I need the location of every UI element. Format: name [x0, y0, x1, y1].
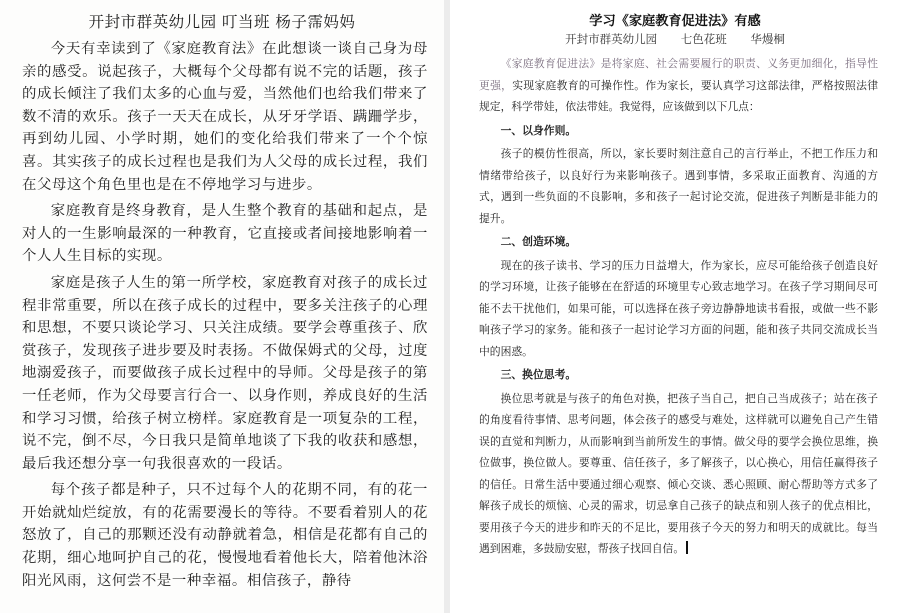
right-intro-paragraph	[479, 53, 878, 118]
right-article-byline	[450, 31, 900, 47]
left-paragraph-3: 家庭是孩子人生的第一所学校，家庭教育对孩子的成长过程非常重要，所以在孩子成长的过程中，要多关注孩子的心理和思想，不要只谈论学习、只关注成绩。要学会尊重孩子、欣赏孩子，发现孩子进步要及时表扬。不做保姆式的父母，过度地溺爱孩子，而要做孩子成长过程中的导师。父母是孩子的第一任老师，作为父母要言行合一、以身作则，养成良好的生活和学习习惯，给孩子树立榜样。家庭教育是一项复杂的工程，说不完，倒不尽，今日我只是简单地谈了下我的收获和感想，最后我还想分享一句我很喜欢的一段话。	[22, 274, 428, 472]
left-paragraph-4: 每个孩子都是种子，只不过每个人的花期不同，有的花一开始就灿烂绽放，有的花需要漫长的等待。不要看着别人的花怒放了，自己的那颗还没有动静就着急，相信是花都有自己的花期，细心地呵护自己的花，慢慢地看着他长大，陪着他沐浴阳光风雨，这何尝不是一种幸福。相信孩子，静待	[22, 482, 428, 589]
byline-school: 开封市群英幼儿园	[565, 32, 658, 46]
intro-rest-text: 实现家庭教育的可操作性。作为家长，要认真学习这部法律，严格按照法律规定，科学带娃，依法带娃。我觉得，应该做到以下几点：	[479, 78, 879, 113]
left-paragraph-1: 今天有幸读到了《家庭教育法》在此想谈一谈自己身为母亲的感受。说起孩子，大概每个父母都有说不完的话题，孩子的成长倾注了我们太多的心血与爱，当然他们也给我们带来了数不清的欢乐。孩子一天天在成长，从牙牙学语、蹒跚学步，再到幼儿园、小学时期，她们的变化给我们带来了一个个惊喜。其实孩子的成长过程也是我们为人父母的成长过程，我们在父母这个角色里也是在不停地学习与进步。	[22, 41, 428, 193]
section-3-body-text: 换位思考就是与孩子的角色对换，把孩子当自己，把自己当成孩子；站在孩子的角度看待事情、思考问题，体会孩子的感受与难处，这样就可以避免自己产生错误的直觉和判断力，从而影响到当前所发生的事情。做父母的要学会换位思维，换位做事，换位做人。要尊重、信任孩子，多了解孩子，以心换心，用信任赢得孩子的信任。日常生活中要通过细心观察、倾心交谈、悉心照顾、耐心帮助等方式多了解孩子成长的烦恼、心灵的需求，切忌拿自己孩子的缺点和别人孩子的优点相比，要用孩子今天的进步和昨天的不足比，要用孩子今天的努力和明天的成就比。每当遇到困难，多鼓励安慰，帮孩子找回自信。	[479, 391, 878, 555]
right-article-title: 学习《家庭教育促进法》有感	[589, 14, 761, 29]
left-article	[0, 0, 444, 613]
byline-author: 华熳桐	[750, 32, 785, 46]
section-3-heading: 三、换位思考。	[500, 368, 577, 381]
text-cursor	[686, 541, 688, 554]
left-article-title: 开封市群英幼儿园 叮当班 杨子霈妈妈	[88, 13, 356, 31]
byline-class: 七色花班	[680, 32, 727, 46]
section-2-body: 现在的孩子读书、学习的压力日益增大，作为家长，应尽可能给孩子创造良好的学习环境，让孩子能够在在舒适的环境里专心致志地学习。在孩子学习期间尽可能不去干扰他们，如果可能，可以选择在孩子旁边静静地读书看报，或做一些不影响孩子学习的家务。能和孩子一起讨论学习方面的问题，能和孩子共同交流成长当中的困惑。	[479, 258, 878, 358]
section-1-heading: 一、以身作则。	[500, 123, 577, 137]
right-article	[450, 0, 900, 613]
left-paragraph-2: 家庭教育是终身教育，是人生整个教育的基础和起点，是对人的一生影响最深的一种教育，它直接或者间接地影响着一个人人生目标的实现。	[22, 203, 428, 265]
section-3-body[interactable]	[479, 388, 878, 560]
intro-highlighted-text: 《家庭教育促进法》是将家庭、社会需要履行的职责、义务更加细化，指导性更强，	[479, 57, 878, 92]
section-1-body: 孩子的模仿性很高，所以，家长要时刻注意自己的言行举止，不把工作压力和情绪带给孩子，以良好行为来影响孩子。遇到事情，多采取正面教育、沟通的方式，遇到一些负面的不良影响，多和孩子一起讨论交流，促进孩子判断是非能力的提升。	[479, 147, 878, 225]
section-2-heading: 二、创造环境。	[500, 235, 577, 248]
